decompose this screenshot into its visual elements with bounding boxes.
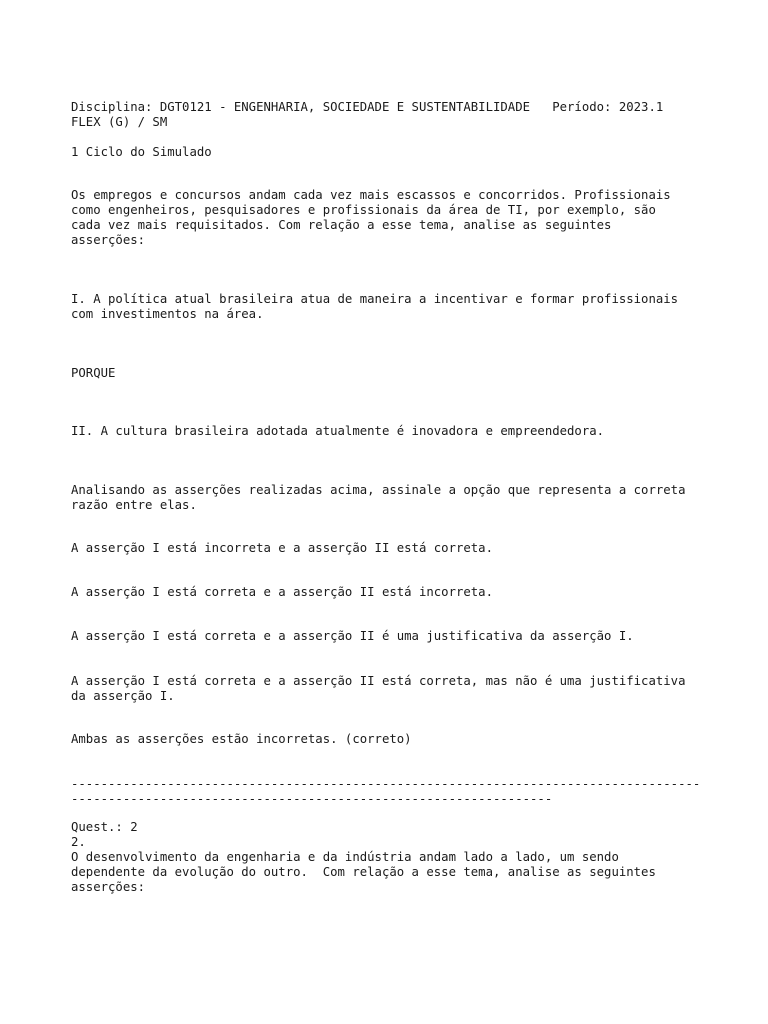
assertion-1-line: I. A política atual brasileira atua de maneira a incentivar e formar profissionais [71, 292, 679, 306]
question2-label: Quest.: 2 [71, 820, 138, 834]
cycle-title: 1 Ciclo do Simulado [71, 145, 212, 159]
answer-option: A asserção I está incorreta e a asserção II está correta. [71, 541, 493, 555]
question2-intro-line: asserções: [71, 880, 146, 894]
separator-line: ------------------------------------------------------------------------------------- [71, 777, 701, 791]
question2-number: 2. [71, 835, 86, 849]
answer-option: A asserção I está correta e a asserção II está correta, mas não é uma justificativa [71, 674, 686, 688]
question1-intro-line: cada vez mais requisitados. Com relação a esse tema, analise as seguintes [71, 218, 612, 232]
class-code: FLEX (G) / SM [71, 115, 168, 129]
separator-line: ----------------------------------------------------------------- [71, 792, 553, 806]
question1-prompt-line: razão entre elas. [71, 498, 197, 512]
question1-intro-line: como engenheiros, pesquisadores e profissionais da área de TI, por exemplo, são [71, 203, 656, 217]
question2-intro-line: O desenvolvimento da engenharia e da indústria andam lado a lado, um sendo [71, 850, 619, 864]
question1-intro-line: Os empregos e concursos andam cada vez mais escassos e concorridos. Profissionais [71, 188, 671, 202]
assertion-1-line: com investimentos na área. [71, 307, 264, 321]
question1-prompt-line: Analisando as asserções realizadas acima, assinale a opção que representa a correta [71, 483, 686, 497]
answer-option-continuation: da asserção I. [71, 689, 175, 703]
answer-option: A asserção I está correta e a asserção II é uma justificativa da asserção I. [71, 629, 634, 643]
answer-option-correct: Ambas as asserções estão incorretas. (correto) [71, 732, 412, 746]
porque-connector: PORQUE [71, 366, 116, 380]
question2-intro-line: dependente da evolução do outro. Com relação a esse tema, analise as seguintes [71, 865, 656, 879]
discipline-header: Disciplina: DGT0121 - ENGENHARIA, SOCIEDADE E SUSTENTABILIDADE Período: 2023.1 [71, 100, 664, 114]
answer-option: A asserção I está correta e a asserção II está incorreta. [71, 585, 493, 599]
question1-intro-line: asserções: [71, 233, 146, 247]
assertion-2: II. A cultura brasileira adotada atualmente é inovadora e empreendedora. [71, 424, 605, 438]
